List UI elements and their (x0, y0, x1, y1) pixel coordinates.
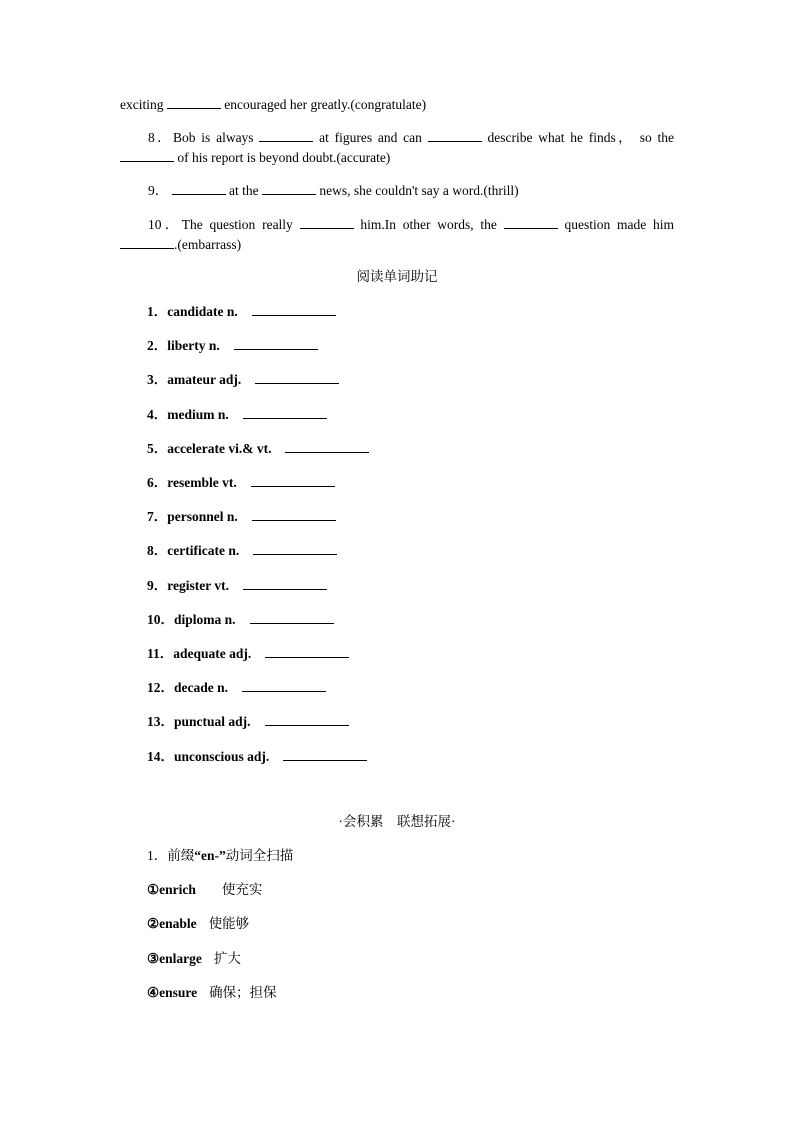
prefix-item (147, 983, 277, 1003)
vocab-item (147, 506, 336, 527)
vocab-item (147, 404, 327, 425)
vocab-word: 3．amateur adj. (147, 372, 242, 387)
answer-blank[interactable] (285, 438, 369, 453)
prefix-item (147, 914, 249, 934)
answer-blank[interactable] (167, 94, 221, 109)
prefix-item (147, 880, 262, 900)
text: 1．前缀 (147, 848, 195, 863)
vocab-item (147, 540, 337, 561)
text: of his report is beyond doubt.(accurate) (177, 150, 391, 165)
answer-blank[interactable] (120, 234, 174, 249)
text: 10．The question really (148, 217, 293, 232)
section-title-accumulate: ·会积累 联想拓展· (338, 814, 456, 829)
prefix-heading (147, 846, 293, 866)
answer-blank[interactable] (300, 214, 354, 229)
answer-blank[interactable] (243, 404, 327, 419)
vocab-word: 13．punctual adj. (147, 714, 251, 729)
vocab-word: 6．resemble vt. (147, 475, 237, 490)
vocab-word: 9．register vt. (147, 578, 229, 593)
answer-blank[interactable] (172, 180, 226, 195)
vocab-item (147, 677, 326, 698)
exercise-10-line-1 (148, 214, 674, 235)
answer-blank[interactable] (252, 506, 336, 521)
vocab-item (147, 746, 367, 767)
section-title-reading: 阅读单词助记 (356, 269, 438, 284)
answer-blank[interactable] (120, 147, 174, 162)
exercise-9 (148, 180, 702, 201)
answer-blank[interactable] (265, 643, 349, 658)
text: encouraged her greatly.(congratulate) (224, 97, 427, 112)
vocab-word: 8．certificate n. (147, 543, 240, 558)
vocab-item (147, 301, 336, 322)
text: 动词全扫描 (225, 848, 294, 863)
answer-blank[interactable] (251, 472, 335, 487)
answer-blank[interactable] (504, 214, 558, 229)
vocab-item (147, 609, 334, 630)
exercise-8-line-1 (148, 127, 674, 148)
prefix-term: “en-” (194, 848, 226, 863)
vocab-word: 5．accelerate vi.& vt. (147, 441, 272, 456)
vocab-item (147, 438, 369, 459)
prefix-word: ④ensure (147, 985, 198, 1000)
answer-blank[interactable] (283, 746, 367, 761)
prefix-word: ①enrich (147, 882, 196, 897)
prefix-word: ③enlarge (147, 951, 202, 966)
vocab-item (147, 711, 349, 732)
answer-blank[interactable] (253, 540, 337, 555)
answer-blank[interactable] (262, 180, 316, 195)
text: .(embarrass) (174, 237, 242, 252)
answer-blank[interactable] (428, 127, 482, 142)
text: at the (229, 183, 259, 198)
vocab-word: 4．medium n. (147, 407, 229, 422)
text: describe what he finds， so the (487, 130, 675, 145)
vocab-item (147, 335, 318, 356)
exercise-7-continuation (120, 94, 674, 115)
answer-blank[interactable] (242, 677, 326, 692)
vocab-word: 7．personnel n. (147, 509, 238, 524)
exercise-10-line-2 (120, 234, 674, 255)
text: him.In other words, the (360, 217, 497, 232)
text: exciting (120, 97, 164, 112)
vocab-item (147, 575, 327, 596)
answer-blank[interactable] (259, 127, 313, 142)
answer-blank[interactable] (243, 575, 327, 590)
answer-blank[interactable] (255, 369, 339, 384)
exercise-8-line-2 (120, 147, 674, 168)
vocab-word: 1．candidate n. (147, 304, 238, 319)
prefix-word: ②enable (147, 916, 197, 931)
answer-blank[interactable] (252, 301, 336, 316)
answer-blank[interactable] (250, 609, 334, 624)
prefix-item (147, 949, 241, 969)
vocab-item (147, 643, 349, 664)
prefix-meaning: 使能够 (208, 916, 250, 931)
prefix-meaning: 确保；担保 (209, 985, 277, 1000)
prefix-meaning: 使充实 (221, 882, 263, 897)
vocab-word: 2．liberty n. (147, 338, 220, 353)
vocab-word: 11．adequate adj. (147, 646, 252, 661)
answer-blank[interactable] (265, 711, 349, 726)
text: question made him (564, 217, 675, 232)
vocab-item (147, 369, 339, 390)
text: 9． (148, 183, 169, 198)
vocab-word: 12．decade n. (147, 680, 228, 695)
prefix-meaning: 扩大 (213, 951, 241, 966)
answer-blank[interactable] (234, 335, 318, 350)
vocab-word: 14．unconscious adj. (147, 749, 270, 764)
text: news, she couldn't say a word.(thrill) (319, 183, 519, 198)
text: 8．Bob is always (148, 130, 254, 145)
text: at figures and can (319, 130, 422, 145)
vocab-word: 10．diploma n. (147, 612, 236, 627)
vocab-item (147, 472, 335, 493)
